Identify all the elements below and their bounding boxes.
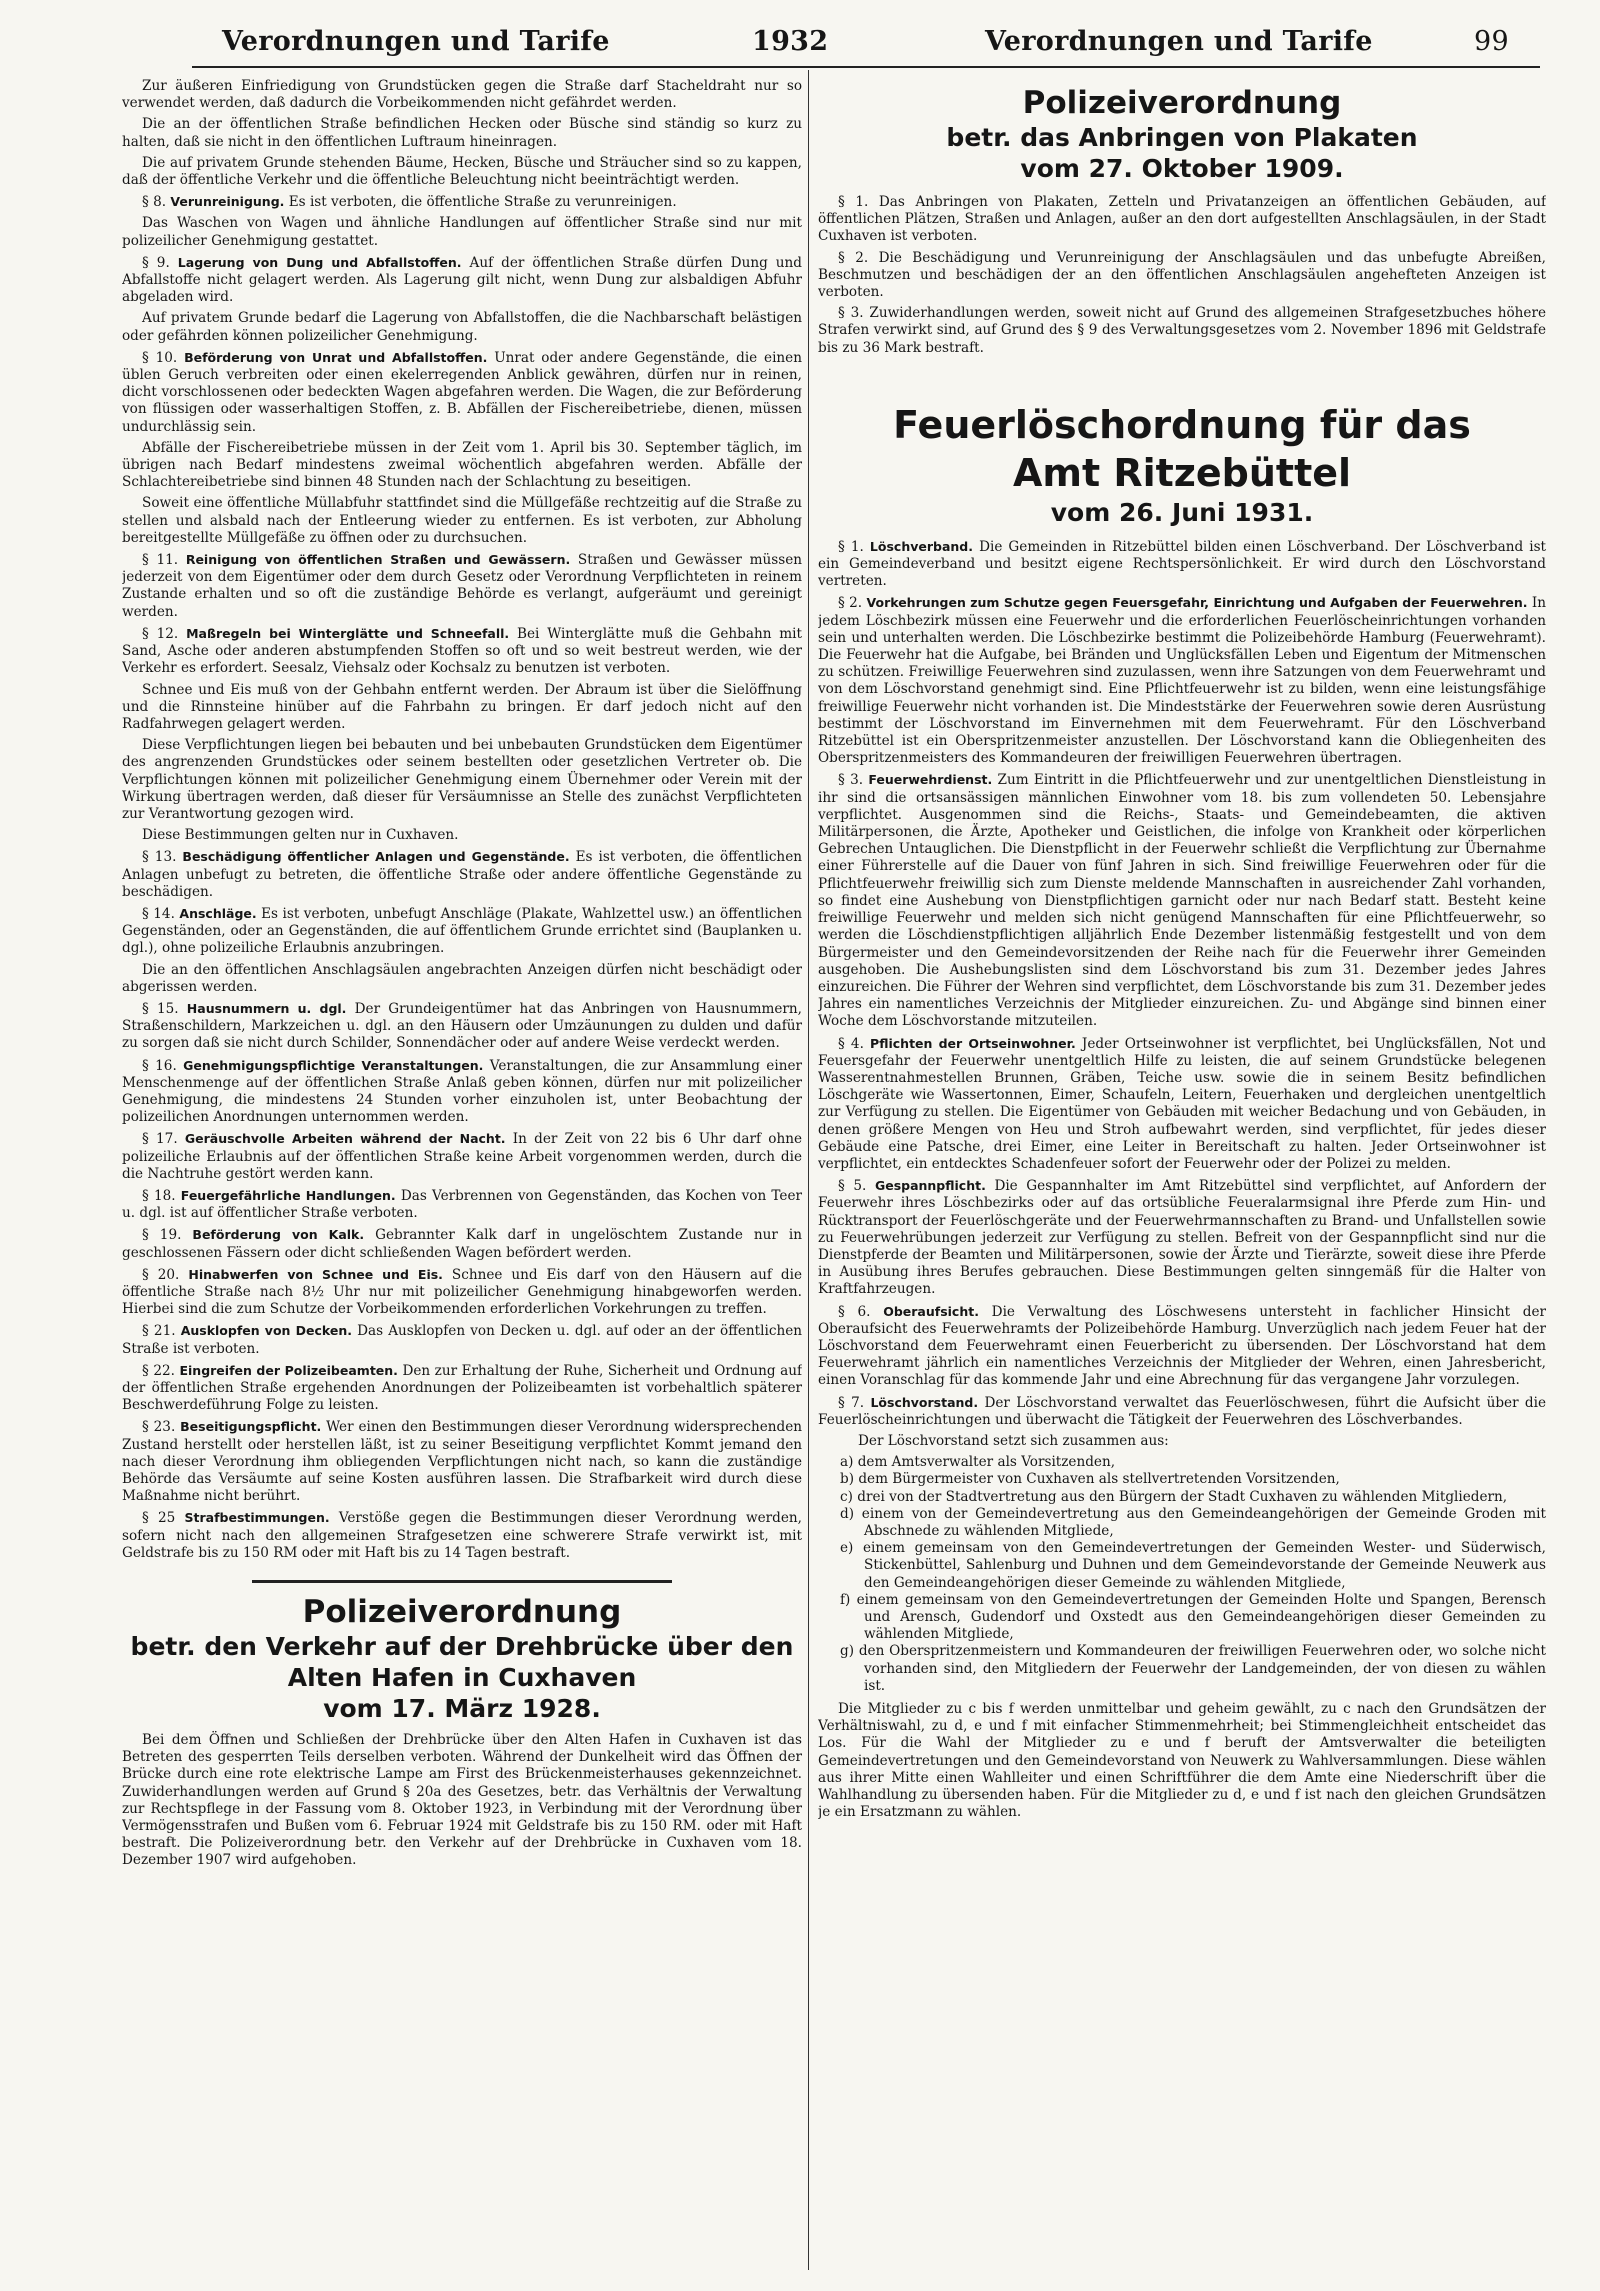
lv-final: Die Mitglieder zu c bis f werden unmittelbar und geheim gewählt, zu c nach den Grundsätzen der Verhältniswahl, zu d, e und f mit einfacher Stimmenmehrheit; bei Stimmengleichheit entscheidet das Los. Für die Wahl der Mitglieder zu e und f beruft der Amtsverwalter die beteiligten Gemeindevertretungen und den Gemeindevorstand von Neuwerk zu Wahlversammlungen. Diese wählen aus ihrer Mitte einen Wahlleiter und einen Schriftführer die dem Amte eine Niederschrift über die Wahlhandlung zu übersenden haben. Für die Mitglieder zu d, e und f ist nach den gleichen Grundsätzen je ein Ersatzmann zu wählen. <box>818 1701 1546 1821</box>
section-text: Es ist verboten, unbefugt Anschläge (Plakate, Wahlzettel usw.) an öffentlichen Gegenständen, oder an Gegenständen, die auf öffentlichem Grunde errichtet sind (Bauplanken u. dgl.), ohne polizeiliche Erlaubnis anzubringen. <box>122 905 802 957</box>
paragraph: § 1. Das Anbringen von Plakaten, Zetteln und Privatanzeigen an öffentlichen Gebäuden, auf öffentlichen Plätzen, Straßen und Anlagen, außer an den dort aufgestellten Anschlagsäulen, in der Stadt Cuxhaven ist verboten. <box>818 194 1546 245</box>
header-left-title: Verordnungen und Tarife <box>222 26 610 57</box>
section-paragraph <box>122 349 802 436</box>
header-rule <box>192 66 1540 68</box>
section-paragraph <box>818 1035 1546 1174</box>
section-keyword: Strafbestimmungen. <box>184 1510 330 1526</box>
paragraph: Das Waschen von Wagen und ähnliche Handlungen auf öffentlicher Straße sind nur mit polizeilicher Genehmigung gestattet. <box>122 215 802 249</box>
section-paragraph <box>122 625 802 678</box>
section-paragraph <box>122 1130 802 1183</box>
section-paragraph <box>122 1187 802 1222</box>
section-text: Es ist verboten, die öffentliche Straße zu verunreinigen. <box>288 194 677 211</box>
paragraph: Soweit eine öffentliche Müllabfuhr stattfindet sind die Müllgefäße rechtzeitig auf die Straße zu stellen und alsbald nach der Entleerung wieder zu entfernen. Es ist verboten, zur Abholung bereitgestellte Müllgefäße zu öffnen oder zu durchsuchen. <box>122 495 802 546</box>
section-keyword: Vorkehrungen zum Schutze gegen Feuersgefahr, Einrichtung und Aufgaben der Feuerwehren. <box>866 595 1528 611</box>
plakat-title: Polizeiverordnung <box>1022 85 1342 121</box>
section-keyword: Verunreinigung. <box>170 194 285 210</box>
plakat-subtitle: betr. das Anbringen von Plakaten <box>946 123 1418 152</box>
section-number: § 9. <box>142 254 170 271</box>
page-number: 99 <box>1474 26 1509 57</box>
section-keyword: Beförderung von Unrat und Abfallstoffen. <box>184 349 488 365</box>
section-keyword: Beseitigungspflicht. <box>180 1419 322 1435</box>
section-text: Unrat oder andere Gegenstände, die einen üblen Geruch verbreiten oder einen ekelerregenden Anblick gewähren, dürfen nur in reinen, dicht vorschlossenen oder bedeckten Wagen abgefahren werden. Die Wagen, die zur Beförderung von flüssigen oder wasserhaltigen Stoffen, z. B. Abfällen der Fischereibetriebe, dienen, müssen undurchlässig sein. <box>122 349 802 435</box>
section-text: Das Ausklopfen von Decken u. dgl. auf oder an der öffentlichen Straße ist verboten. <box>122 1323 802 1357</box>
list-item: c) drei von der Stadtvertretung aus den Bürgern der Stadt Cuxhaven zu wählenden Mitgliedern, <box>840 1488 1508 1505</box>
section-number: § 2. <box>838 595 863 612</box>
section-paragraph <box>122 1322 802 1357</box>
section-paragraph <box>818 538 1546 591</box>
section-separator <box>252 1580 672 1583</box>
drehbruecke-subtitle: betr. den Verkehr auf der Drehbrücke über den <box>130 1632 794 1662</box>
section-keyword: Beförderung von Kalk. <box>192 1227 365 1243</box>
section-number: § 10. <box>142 349 178 366</box>
section-text: Es ist verboten, die öffentlichen Anlagen unbefugt zu betreten, die öffentliche Straße oder andere öffentliche Gegenstände zu beschädigen. <box>122 849 802 900</box>
section-number: § 11. <box>142 552 179 569</box>
section-text: Das Verbrennen von Gegenständen, das Kochen von Teer u. dgl. ist auf öffentlicher Straße verboten. <box>122 1187 802 1222</box>
section-keyword: Genehmigungspflichtige Veranstaltungen. <box>183 1057 484 1073</box>
section-keyword: Maßregeln bei Winterglätte und Schneefall. <box>186 625 510 641</box>
paragraph: Die auf privatem Grunde stehenden Bäume, Hecken, Büsche und Sträucher sind so zu kappen, daß der öffentliche Verkehr und die öffentliche Beleuchtung nicht beeinträchtigt werden. <box>122 154 802 189</box>
paragraph: Schnee und Eis muß von der Gehbahn entfernt werden. Der Abraum ist über die Sielöffnung und die Rinnsteine hinüber auf die Fahrbahn zu bringen. Er darf jedoch nicht auf den Radfahrwegen gelagert werden. <box>122 681 802 732</box>
section-paragraph <box>122 905 802 958</box>
section-paragraph <box>818 1303 1546 1390</box>
section-keyword: Reinigung von öffentlichen Straßen und Gewässern. <box>185 552 571 568</box>
section-text: Straßen und Gewässer müssen jederzeit von dem Eigentümer oder dem durch Gesetz oder Verordnung Verpflichteten in reinem Zustande erhalten und so oft die zuständige Behörde es verlangt, aufgeräumt und gereinigt werden. <box>122 552 802 620</box>
section-paragraph <box>818 771 1546 1030</box>
right-column <box>818 78 1546 2271</box>
section-keyword: Ausklopfen von Decken. <box>180 1323 352 1339</box>
section-paragraph <box>122 1362 802 1415</box>
section-text: Schnee und Eis darf von den Häusern auf die öffentliche Straße nach 8½ Uhr nur mit polizeilicher Genehmigung hinabgeworfen werden. Hierbei sind die zum Schutze der Vorbeikommenden erforderlichen Vorkehrungen zu treffen. <box>122 1266 802 1318</box>
section-number: § 8. <box>142 194 167 211</box>
drehbruecke-title: Polizeiverordnung <box>302 1594 622 1631</box>
section-keyword: Feuergefährliche Handlungen. <box>180 1187 396 1203</box>
list-item: g) den Oberspritzenmeistern und Kommandeuren der freiwilligen Feuerwehren oder, wo solche nicht vorhanden sind, den Mitgliedern der Feuerwehr der Landgemeinden, der von diesen zu wählen ist. <box>840 1643 1546 1694</box>
section-keyword: Anschläge. <box>179 905 257 921</box>
paragraph: § 3. Zuwiderhandlungen werden, soweit nicht auf Grund des allgemeinen Strafgesetzbuches höhere Strafen verwirkt sind, auf Grund des § 9 des Verwaltungsgesetzes vom 2. November 1896 mit Geldstrafe bis zu 36 Mark bestraft. <box>818 305 1546 356</box>
section-paragraph <box>122 848 802 901</box>
section-keyword: Eingreifen der Polizeibeamten. <box>179 1362 398 1378</box>
section-number: § 4. <box>838 1035 864 1052</box>
section-text: Die Verwaltung des Löschwesens untersteht in fachlicher Hinsicht der Oberaufsicht des Feuerwehramts der Polizeibehörde Hamburg. Unverzüglich nach jedem Feuer hat der Löschvorstand dem Feuerwehramt einen Feuerbericht zu übersenden. Der Löschvorstand hat dem Feuerwehramt jährlich ein namentliches Verzeichnis der Mitglieder der Wehren, einen Jahresbericht, einen Voranschlag für das kommende Jahr und eine Abrechnung für das vergangene Jahr vorzulegen. <box>818 1303 1546 1389</box>
section-paragraph <box>818 1394 1546 1429</box>
section-number: § 18. <box>142 1187 176 1204</box>
section-keyword: Löschvorstand. <box>870 1394 979 1410</box>
feuer-title-2: Amt Ritzebüttel <box>1012 450 1352 495</box>
paragraph: Diese Bestimmungen gelten nur in Cuxhaven. <box>142 827 459 844</box>
section-number: § 1. <box>838 538 864 555</box>
section-keyword: Gespannpflicht. <box>874 1178 986 1194</box>
left-column <box>122 78 802 2271</box>
section-keyword: Geräuschvolle Arbeiten während der Nacht. <box>184 1131 506 1147</box>
section-keyword: Beschädigung öffentlicher Anlagen und Gegenstände. <box>182 849 570 865</box>
feuer-sections <box>818 538 1546 1429</box>
lv-intro: Der Löschvorstand setzt sich zusammen aus: <box>858 1432 1169 1449</box>
section-number: § 22. <box>142 1362 175 1379</box>
section-number: § 16. <box>142 1057 177 1074</box>
header-right-title: Verordnungen und Tarife <box>985 26 1373 57</box>
section-paragraph <box>122 1418 802 1505</box>
section-paragraph <box>818 594 1546 767</box>
section-text: Verstöße gegen die Bestimmungen dieser Verordnung werden, sofern nicht nach den allgemeinen Strafgesetzen eine schwerere Strafe verwirkt ist, mit Geldstrafe bis zu 150 RM oder mit Haft bis zu 14 Tagen bestraft. <box>122 1510 802 1561</box>
section-text: Bei Winterglätte muß die Gehbahn mit Sand, Asche oder anderen abstumpfenden Stoffen so oft und so weit bestreut werden, wie der Verkehr es erfordert. Seesalz, Viehsalz oder Kochsalz zu benutzen ist verboten. <box>122 625 802 677</box>
list-item: b) dem Bürgermeister von Cuxhaven als stellvertretenden Vorsitzenden, <box>840 1471 1340 1488</box>
section-number: § 17. <box>142 1131 178 1148</box>
section-keyword: Hausnummern u. dgl. <box>186 1000 347 1016</box>
paragraph: Die an den öffentlichen Anschlagsäulen angebrachten Anzeigen dürfen nicht beschädigt oder abgerissen werden. <box>122 961 802 995</box>
section-keyword: Pflichten der Ortseinwohner. <box>870 1035 1076 1051</box>
section-paragraph <box>122 254 802 307</box>
section-text: In jedem Löschbezirk müssen eine Feuerwehr und die erforderlichen Feuerlöscheinrichtungen vorhanden sein und unterhalten werden. Die Löschbezirke bestimmt die Polizeibehörde Hamburg (Feuerwehramt). Die Feuerwehr hat die Aufgabe, bei Bränden und Unglücksfällen Leben und Eigentum der Mitmenschen zu schützen. Freiwillige Feuerwehren sind zuzulassen, wenn ihre Satzungen von dem Feuerwehramt und von dem Löschvorstand genehmigt sind. Eine Pflichtfeuerwehr ist zu bilden, wenn eine leistungsfähige freiwillige Feuerwehr nicht vorhanden ist. Die Mindeststärke der Feuerwehren sowie deren Ausrüstung bestimmt der Löschvorstand im Einvernehmen mit dem Feuerwehramt. Für den Löschverband Ritzebüttel ist ein Oberspritzenmeister anzustellen. Der Löschvorstand kann die Obliegenheiten des Oberspritzenmeisters des Kommandeuren der freiwilligen Feuerwehren übertragen. <box>818 595 1546 767</box>
column-divider <box>808 70 809 2270</box>
section-keyword: Oberaufsicht. <box>883 1303 979 1319</box>
section-keyword: Feuerwehrdienst. <box>868 772 993 788</box>
section-text: Zum Eintritt in die Pflichtfeuerwehr und zur unentgeltlichen Dienstleistung in ihr sind die ortsansässigen männlichen Einwohner vom 18. bis zum vollendeten 50. Lebensjahre verpflichtet. Ausgenommen sind die Reichs-, Staats- und Gemeindebeamten, die aktiven Militärpersonen, die Ärzte, Apotheker und Geistlichen, die infolge von Krankheit oder körperlichen Gebrechen Untauglichen. Die Dienstpflicht in der Feuerwehr schließt die Verpflichtung zur Übernahme einer Führerstelle auf die Dauer von fünf Jahren in sich. Sind freiwillige Feuerwehren oder für die Pflichtfeuerwehr freiwillig sich zum Dienste meldende Mannschaften in ausreichender Zahl vorhanden, so findet eine Aushebung von Dienstpflichtigen garnicht oder nur nach Bedarf statt. Besteht keine freiwillige Feuerwehr und melden sich nicht genügend Mannschaften für eine Pflichtfeuerwehr, so werden die Löschdienstpflichtigen alljährlich Ende Dezember listenmäßig festgestellt und von dem Bürgermeister und den Gemeindevorsitzenden der Reihe nach für die Feuerwehr ihrer Gemeinden ausgehoben. Die Aushebungslisten sind dem Löschvorstand bis zum 31. Dezember jedes Jahres einzureichen. Die Führer der Wehren sind verpflichtet, dem Löschvorstande bis zum 31. Dezember jedes Jahres ein namentliches Verzeichnis der Mitglieder einzureichen. Zu- und Abgänge sind binnen einer Woche dem Löschvorstande mitzuteilen. <box>818 772 1546 1030</box>
section-paragraph <box>122 1000 802 1053</box>
section-number: § 25 <box>142 1510 176 1527</box>
section-number: § 3. <box>838 772 864 789</box>
paragraph: Auf privatem Grunde bedarf die Lagerung von Abfallstoffen, die die Nachbarschaft belästigen oder gefährden können polizeilicher Genehmigung. <box>122 310 802 344</box>
drehbruecke-date: vom 17. März 1928. <box>323 1694 601 1724</box>
page-header <box>0 0 1600 62</box>
section-number: § 21. <box>142 1323 176 1340</box>
feuer-date: vom 26. Juni 1931. <box>1050 497 1314 527</box>
section-paragraph <box>818 1177 1546 1298</box>
paragraph: Zur äußeren Einfriedigung von Grundstücken gegen die Straße darf Stacheldraht nur so verwendet werden, daß dadurch die Vorbeikommenden nicht gefährdet werden. <box>122 78 802 112</box>
section-text: Auf der öffentlichen Straße dürfen Dung und Abfallstoffe nicht gelagert werden. Als Lagerung gilt nicht, wenn Dung zur alsbaldigen Abfuhr abgeladen wird. <box>122 254 802 306</box>
section-keyword: Lagerung von Dung und Abfallstoffen. <box>177 254 462 270</box>
section-paragraph <box>122 1509 802 1562</box>
paragraph: Diese Verpflichtungen liegen bei bebauten und bei unbebauten Grundstücken dem Eigentümer des angrenzenden Grundstückes oder seinem bestellten oder gesetzlichen Vertreter ob. Die Verpflichtungen können mit polizeilicher Genehmigung einem Übernehmer oder Verein mit der Wirkung übertragen werden, daß dieser für Versäumnisse an Stelle des zunächst Verpflichteten zur Verantwortung gezogen wird. <box>122 737 802 822</box>
section-number: § 5. <box>838 1178 867 1195</box>
section-text: Wer einen den Bestimmungen dieser Verordnung widersprechenden Zustand herstellt oder herstellen läßt, ist zu seiner Beseitigung verpflichtet Kommt jemand den nach dieser Verordnung ihm obliegenden Verpflichtungen nicht nach, so kann die zuständige Behörde das Versäumte auf seine Kosten ausführen lassen. Die Strafbarkeit wird durch diese Maßnahme nicht berührt. <box>122 1419 802 1505</box>
section-text: Gebrannter Kalk darf in ungelöschtem Zustande nur in geschlossenen Fässern oder dicht schließenden Wagen befördert werden. <box>122 1227 802 1261</box>
section-number: § 14. <box>142 905 175 922</box>
section-text: Der Löschvorstand verwaltet das Feuerlöschwesen, führt die Aufsicht über die Feuerlöscheinrichtungen und überwacht die Tätigkeit der Feuerwehren des Löschverbandes. <box>818 1394 1546 1428</box>
section-number: § 19. <box>142 1227 182 1244</box>
section-text: Die Gespannhalter im Amt Ritzebüttel sind verpflichtet, auf Anfordern der Feuerwehr ihres Löschbezirks oder auf das ortsübliche Feueralarmsignal ihre Pferde zum Hin- und Rücktransport der Feuerlöschgeräte und der Feuerwehrmannschaften zu Brand- und Unfallstellen sowie zu Feuerwehrübungen jederzeit zur Verfügung zu stellen. Befreit von der Gespannpflicht sind nur die Dienstpferde der Beamten und Militärpersonen, sowie der Ärzte und Tierärzte, soweit diese ihre Pferde in Ausübung ihres Berufes gebrauchen. Diese Bestimmungen gelten sinngemäß für die Halter von Kraftfahrzeugen. <box>818 1178 1546 1298</box>
list-item: a) dem Amtsverwalter als Vorsitzenden, <box>840 1454 1116 1471</box>
left-sections <box>122 193 802 1562</box>
section-paragraph <box>122 193 802 211</box>
paragraph: Abfälle der Fischereibetriebe müssen in der Zeit vom 1. April bis 30. September täglich, im übrigen nach Bedarf mindestens zweimal wöchentlich abgefahren werden. Abfälle der Schlachtereibetriebe sind binnen 48 Stunden nach der Schlachtung zu beseitigen. <box>122 439 802 491</box>
section-text: Den zur Erhaltung der Ruhe, Sicherheit und Ordnung auf der öffentlichen Straße ergehenden Anordnungen der Polizeibeamten ist vorbehaltlich späterer Beschwerdeführung Folge zu leisten. <box>122 1362 802 1414</box>
paragraph: § 2. Die Beschädigung und Verunreinigung der Anschlagsäulen und das unbefugte Abreißen, Beschmutzen und beschädigen der an den öffentlichen Anschlagsäulen angehefteten Anzeigen ist verboten. <box>818 249 1546 301</box>
section-number: § 20. <box>142 1266 180 1283</box>
paragraph: Die an der öffentlichen Straße befindlichen Hecken oder Büsche sind ständig so kurz zu halten, daß sie nicht in den öffentlichen Luftraum hineinragen. <box>122 116 802 150</box>
section-paragraph <box>122 1266 802 1319</box>
section-text: Der Grundeigentümer hat das Anbringen von Hausnummern, Straßenschildern, Markzeichen u. dgl. an den Häusern oder Umzäunungen zu dulden und dafür zu sorgen daß sie nicht durch Schilder, Sonnendächer oder auf andere Weise verdeckt werden. <box>122 1000 802 1052</box>
section-keyword: Löschverband. <box>869 538 973 554</box>
drehbruecke-subtitle-2: Alten Hafen in Cuxhaven <box>287 1663 637 1693</box>
section-keyword: Hinabwerfen von Schnee und Eis. <box>188 1266 443 1282</box>
section-number: § 13. <box>142 849 177 866</box>
feuer-title: Feuerlöschordnung für das <box>893 402 1471 447</box>
list-item: e) einem gemeinsam von den Gemeindevertretungen der Gemeinden Wester- und Süderwisch, Stickenbüttel, Sahlenburg und Duhnen und dem Gemeindevorstande der Gemeinde Neuwerk aus den Gemeindeangehörigen dieser Gemeinde zu wählenden Mitgliede, <box>840 1540 1546 1591</box>
section-text: Jeder Ortseinwohner ist verpflichtet, bei Unglücksfällen, Not und Feuersgefahr der Feuerwehr unentgeltlich Hilfe zu leisten, die auf seinem Grundstücke belegenen Wasserentnahmestellen Brunnen, Gräben, Teiche usw. sowie die in seinem Besitz befindlichen Löschgeräte wie Wassertonnen, Eimer, Schaufeln, Leitern, Feuerhaken und dergleichen unentgeltlich zur Verfügung zu stellen. Die Eigentümer von Gebäuden mit weicher Bedachung und von Gebäuden, in denen größere Mengen von Heu und Stroh aufbewahrt werden, sind verpflichtet, für jedes dieser Gebäude eine Patsche, drei Eimer, eine Leiter in Bereitschaft zu halten. Jeder Ortseinwohner ist verpflichtet, ein entdecktes Schadenfeuer sofort der Feuerwehr oder der Polizei zu melden. <box>818 1035 1546 1172</box>
list-item: d) einem von der Gemeindevertretung aus den Gemeindeangehörigen der Gemeinde Groden mit Abschnede zu wählenden Mitgliede, <box>840 1505 1546 1539</box>
section-paragraph <box>122 1226 802 1261</box>
section-number: § 6. <box>838 1303 871 1320</box>
section-text: In der Zeit von 22 bis 6 Uhr darf ohne polizeiliche Erlaubnis auf der öffentlichen Straße keine Arbeit vorgenommen werden, durch die die Nachtruhe gestört werden kann. <box>122 1131 802 1182</box>
section-number: § 23. <box>142 1419 176 1436</box>
section-paragraph <box>122 1057 802 1127</box>
section-text: Veranstaltungen, die zur Ansammlung einer Menschenmenge auf der öffentlichen Straße Anlaß geben können, dürfen nur mit polizeilicher Genehmigung, die mindestens 24 Stunden vorher einzuholen ist, unter Beobachtung der polizeilichen Anordnungen unternommen werden. <box>122 1057 802 1126</box>
header-year: 1932 <box>752 26 829 57</box>
lv-members-list <box>818 1454 1546 1695</box>
section-number: § 15. <box>142 1000 179 1017</box>
list-item: f) einem gemeinsam von den Gemeindevertretungen der Gemeinden Holte und Spangen, Berensch und Arensch, Gudendorf und Oxstedt aus den Gemeindeangehörigen dieser Gemeinden zu wählenden Mitgliede, <box>840 1591 1546 1643</box>
drehbruecke-text: Bei dem Öffnen und Schließen der Drehbrücke über den Alten Hafen in Cuxhaven ist das Betreten des gesperrten Teils derselben verboten. Während der Dunkelheit wird das Öffnen der Brücke durch eine rote elektrische Lampe am First des Brückenmeisterhauses gekennzeichnet. Zuwiderhandlungen werden auf Grund § 20a des Gesetzes, betr. das Verhältnis der Verwaltung zur Rechtspflege in der Fassung vom 8. Oktober 1923, in Verbindung mit der Verordnung über Vermögensstrafen und Bußen vom 6. Februar 1924 mit Geldstrafe bis zu 150 RM. oder mit Haft bestraft. Die Polizeiverordnung betr. den Verkehr auf der Drehbrücke in Cuxhaven vom 18. Dezember 1907 wird aufgehoben. <box>122 1732 802 1869</box>
section-text: Die Gemeinden in Ritzebüttel bilden einen Löschverband. Der Löschverband ist ein Gemeindeverband und besitzt eigene Rechtspersönlichkeit. Er wird durch den Löschvorstand vertreten. <box>818 538 1546 590</box>
section-number: § 12. <box>142 625 179 642</box>
section-number: § 7. <box>838 1394 865 1411</box>
section-paragraph <box>122 551 802 621</box>
plakat-date: vom 27. Oktober 1909. <box>1020 154 1344 183</box>
